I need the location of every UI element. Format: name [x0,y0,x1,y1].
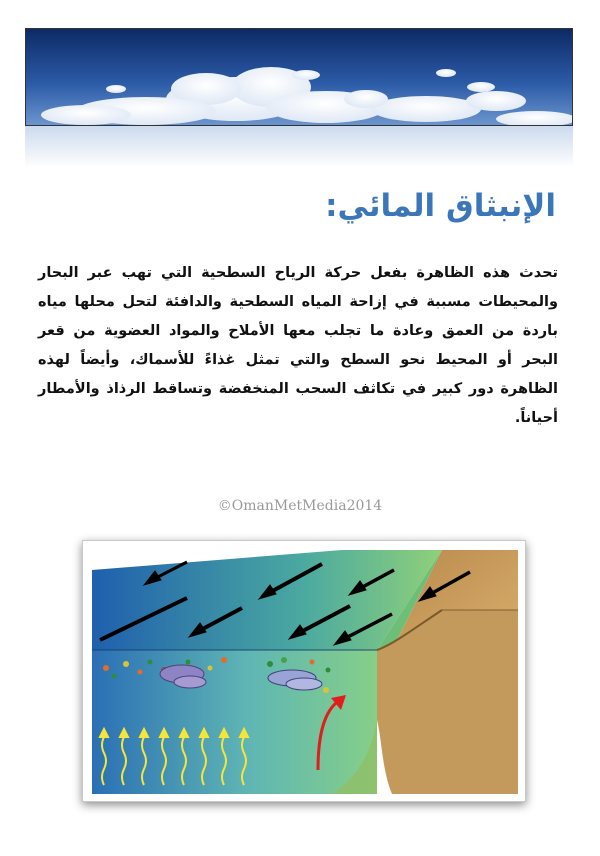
upwelling-diagram [82,540,526,802]
water-column [92,650,377,794]
copyright-credit: ©OmanMetMedia2014 [217,498,383,514]
page-title: الإنبثاق المائي: [325,188,556,224]
article-paragraph: تحدث هذه الظاهرة بفعل حركة الرياح السطحية التي تهب عبر البحار والمحيطات مسببة في إزاحة المياه السطحية والدافئة لتحل محلها مياه باردة من العمق وعادة ما تجلب معها الأملاح والمواد العضوية من قعر البحر أو المحيط نحو السطح والتي تمثل غذاءً للأسماك، وأيضاً لهذه الظاهرة دور كبير في تكاثف السحب المنخفضة وتساقط الرذاذ والأمطار أحياناً. [38,265,558,426]
sky-banner-image [25,28,573,126]
sky-banner-reflection [25,126,573,172]
